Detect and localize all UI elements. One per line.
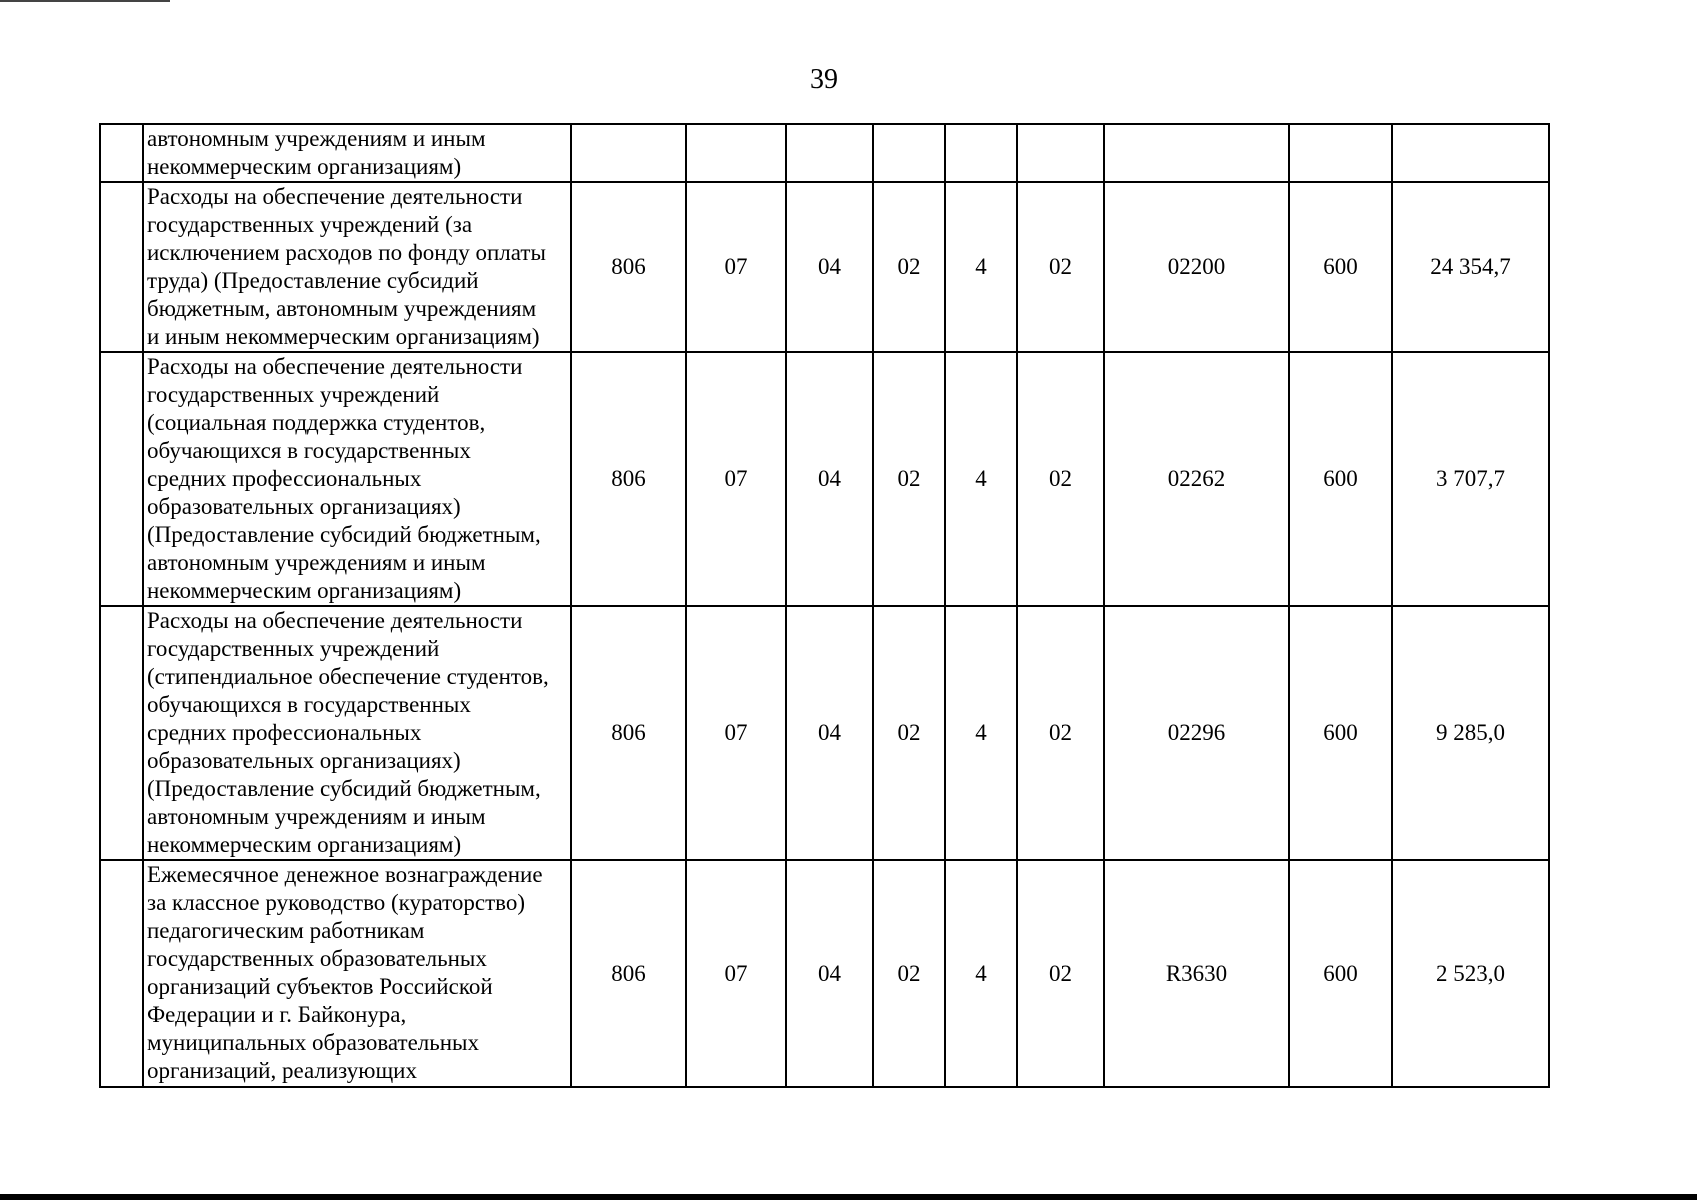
bottom-edge-rule xyxy=(0,1194,1697,1200)
table-row xyxy=(100,352,1549,606)
expense-direction-cell: 02296 xyxy=(1104,606,1289,860)
subsection-cell: 04 xyxy=(786,606,873,860)
expense-direction-cell: 02200 xyxy=(1104,182,1289,352)
expense-type-cell: 600 xyxy=(1289,182,1392,352)
main-activity-cell: 02 xyxy=(1017,860,1104,1087)
number-cell xyxy=(100,860,143,1087)
amount-cell xyxy=(1392,124,1549,182)
subsection-cell xyxy=(786,124,873,182)
main-activity-cell xyxy=(1017,124,1104,182)
expense-type-cell: 600 xyxy=(1289,606,1392,860)
section-cell: 07 xyxy=(686,352,786,606)
ministry-code-cell xyxy=(571,124,686,182)
main-activity-cell: 02 xyxy=(1017,606,1104,860)
number-cell xyxy=(100,182,143,352)
table-row xyxy=(100,606,1549,860)
table-row xyxy=(100,860,1549,1087)
subprogram-cell: 4 xyxy=(945,606,1017,860)
program-cell: 02 xyxy=(873,352,945,606)
amount-cell: 24 354,7 xyxy=(1392,182,1549,352)
main-activity-cell: 02 xyxy=(1017,352,1104,606)
expense-type-cell: 600 xyxy=(1289,860,1392,1087)
program-cell: 02 xyxy=(873,860,945,1087)
subsection-cell: 04 xyxy=(786,182,873,352)
amount-cell: 9 285,0 xyxy=(1392,606,1549,860)
section-cell: 07 xyxy=(686,606,786,860)
number-cell xyxy=(100,124,143,182)
description-cell: автономным учреждениям и иным некоммерческим организациям) xyxy=(143,124,571,182)
expense-direction-cell xyxy=(1104,124,1289,182)
description-cell: Расходы на обеспечение деятельности государственных учреждений (социальная поддержка студентов, обучающихся в государственных средних профессиональных образовательных организациях) (Предоставление субсидий бюджетным, автономным учреждениям и иным некоммерческим организациям) xyxy=(143,352,571,606)
number-cell xyxy=(100,352,143,606)
ministry-code-cell: 806 xyxy=(571,606,686,860)
page-number: 39 xyxy=(810,64,838,95)
subprogram-cell: 4 xyxy=(945,860,1017,1087)
program-cell: 02 xyxy=(873,182,945,352)
main-activity-cell: 02 xyxy=(1017,182,1104,352)
program-cell: 02 xyxy=(873,606,945,860)
subsection-cell: 04 xyxy=(786,352,873,606)
subprogram-cell xyxy=(945,124,1017,182)
expense-type-cell xyxy=(1289,124,1392,182)
ministry-code-cell: 806 xyxy=(571,352,686,606)
section-cell: 07 xyxy=(686,860,786,1087)
subsection-cell: 04 xyxy=(786,860,873,1087)
ministry-code-cell: 806 xyxy=(571,182,686,352)
top-edge-rule xyxy=(0,0,170,2)
description-cell: Расходы на обеспечение деятельности государственных учреждений (за исключением расходов по фонду оплаты труда) (Предоставление субсидий бюджетным, автономным учреждениям и иным некоммерческим организациям) xyxy=(143,182,571,352)
ministry-code-cell: 806 xyxy=(571,860,686,1087)
number-cell xyxy=(100,606,143,860)
expense-direction-cell: R3630 xyxy=(1104,860,1289,1087)
expense-type-cell: 600 xyxy=(1289,352,1392,606)
subprogram-cell: 4 xyxy=(945,352,1017,606)
description-cell: Ежемесячное денежное вознаграждение за классное руководство (кураторство) педагогическим работникам государственных образовательных организаций субъектов Российской Федерации и г. Байконура, муниципальных образовательных организаций, реализующих xyxy=(143,860,571,1087)
section-cell xyxy=(686,124,786,182)
subprogram-cell: 4 xyxy=(945,182,1017,352)
description-cell: Расходы на обеспечение деятельности государственных учреждений (стипендиальное обеспечение студентов, обучающихся в государственных средних профессиональных образовательных организациях) (Предоставление субсидий бюджетным, автономным учреждениям и иным некоммерческим организациям) xyxy=(143,606,571,860)
amount-cell: 3 707,7 xyxy=(1392,352,1549,606)
table-row xyxy=(100,124,1549,182)
budget-table xyxy=(99,123,1550,1088)
table-row xyxy=(100,182,1549,352)
expense-direction-cell: 02262 xyxy=(1104,352,1289,606)
section-cell: 07 xyxy=(686,182,786,352)
amount-cell: 2 523,0 xyxy=(1392,860,1549,1087)
program-cell xyxy=(873,124,945,182)
